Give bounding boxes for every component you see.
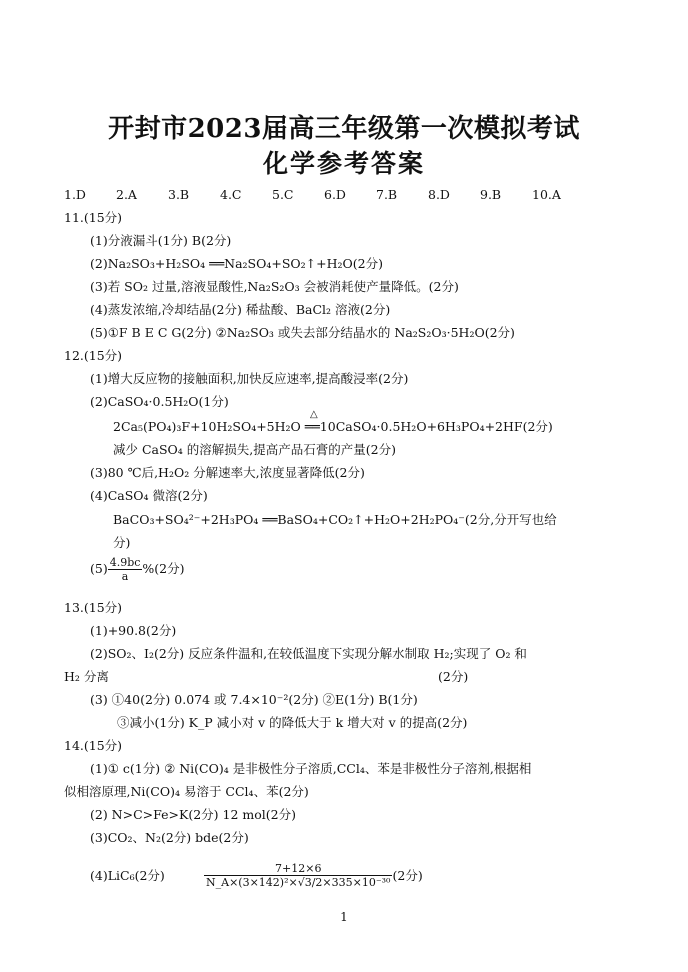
mc-answer: 1.D: [64, 187, 86, 202]
q13-line: (3) ①40(2分) 0.074 或 7.4×10⁻²(2分) ②E(1分) B(1分): [90, 692, 418, 707]
q12-line: (1)增大反应物的接触面积,加快反应速率,提高酸浸率(2分): [90, 371, 409, 386]
q14-line: 似相溶原理,Ni(CO)₄ 易溶于 CCl₄、苯(2分): [64, 784, 309, 799]
q13-heading: 13.(15分): [64, 600, 123, 615]
fraction: [108, 556, 143, 583]
q14-line: (1)① c(1分) ② Ni(CO)₄ 是非极性分子溶质,CCl₄、苯是非极性分子溶剂,根据相: [90, 761, 532, 776]
fraction-denominator: a: [121, 570, 129, 583]
q12-line: (4)CaSO₄ 微溶(2分): [90, 488, 208, 503]
q11-heading: 11.(15分): [64, 210, 123, 225]
q13-line: (1)+90.8(2分): [90, 623, 177, 638]
mc-answer: 3.B: [168, 187, 190, 202]
q12-equation: BaCO₃+SO₄²⁻+2H₃PO₄ ══BaSO₄+CO₂↑+H₂O+2H₂PO₄⁻(2分,分开写也给: [113, 512, 557, 527]
mc-answers: [64, 187, 584, 202]
page-number: 1: [340, 910, 348, 924]
q12-equation: 2Ca₅(PO₄)₃F+10H₂SO₄+5H₂O ══10CaSO₄·0.5H₂O+6H₃PO₄+2HF(2分): [113, 419, 553, 434]
q14-4-suffix: (2分): [392, 868, 423, 883]
q12-heading: 12.(15分): [64, 348, 123, 363]
q11-line: (4)蒸发浓缩,冷却结晶(2分) 稀盐酸、BaCl₂ 溶液(2分): [90, 302, 391, 317]
q12-5-prefix: (5): [90, 561, 108, 576]
q12-line-5: [90, 556, 185, 583]
mc-answer: 10.A: [532, 187, 561, 202]
q12-line: (3)80 ℃后,H₂O₂ 分解速率大,浓度显著降低(2分): [90, 465, 365, 480]
q12-5-suffix: %(2分): [142, 561, 185, 576]
q12-line: 分): [113, 535, 131, 550]
q11-line: (3)若 SO₂ 过量,溶液显酸性,Na₂S₂O₃ 会被消耗使产量降低。(2分): [90, 279, 459, 294]
q14-line: (2) N>C>Fe>K(2分) 12 mol(2分): [90, 807, 296, 822]
q13-score: (2分): [438, 669, 469, 684]
fraction-numerator: 7+12×6: [204, 862, 392, 876]
q13-line: H₂ 分离: [64, 669, 109, 684]
q13-line: ③减小(1分) K_P 减小对 v 的降低大于 k 增大对 v 的提高(2分): [117, 715, 468, 730]
mc-answer: 7.B: [376, 187, 398, 202]
mc-answer: 4.C: [220, 187, 242, 202]
q11-line: (5)①F B E C G(2分) ②Na₂SO₃ 或失去部分结晶水的 Na₂S₂O₃·5H₂O(2分): [90, 325, 515, 340]
mc-answer: 9.B: [480, 187, 502, 202]
q13-line: (2)SO₂、I₂(2分) 反应条件温和,在较低温度下实现分解水制取 H₂;实现了 O₂ 和: [90, 646, 527, 661]
fraction-denominator: N_A×(3×142)²×√3/2×335×10⁻³⁰: [206, 876, 391, 889]
q14-line-4: [90, 862, 423, 889]
mc-answer: 8.D: [428, 187, 450, 202]
fraction-numerator: 4.9bc: [109, 556, 141, 569]
q14-4-prefix: (4)LiC₆(2分): [90, 868, 165, 883]
q14-heading: 14.(15分): [64, 738, 123, 753]
q11-line: (1)分液漏斗(1分) B(2分): [90, 233, 232, 248]
mc-answer: 2.A: [116, 187, 137, 202]
heat-condition: △: [310, 409, 318, 420]
q14-line: (3)CO₂、N₂(2分) bde(2分): [90, 830, 249, 845]
mc-answer: 5.C: [272, 187, 294, 202]
q11-line: (2)Na₂SO₃+H₂SO₄ ══Na₂SO₄+SO₂↑+H₂O(2分): [90, 256, 383, 271]
q12-line: 减少 CaSO₄ 的溶解损失,提高产品石膏的产量(2分): [113, 442, 396, 457]
page-subtitle: 化学参考答案: [262, 149, 425, 178]
mc-answer: 6.D: [324, 187, 346, 202]
page-title: 开封市2023届高三年级第一次模拟考试: [108, 114, 580, 144]
q12-line: (2)CaSO₄·0.5H₂O(1分): [90, 394, 229, 409]
fraction: [204, 862, 392, 889]
